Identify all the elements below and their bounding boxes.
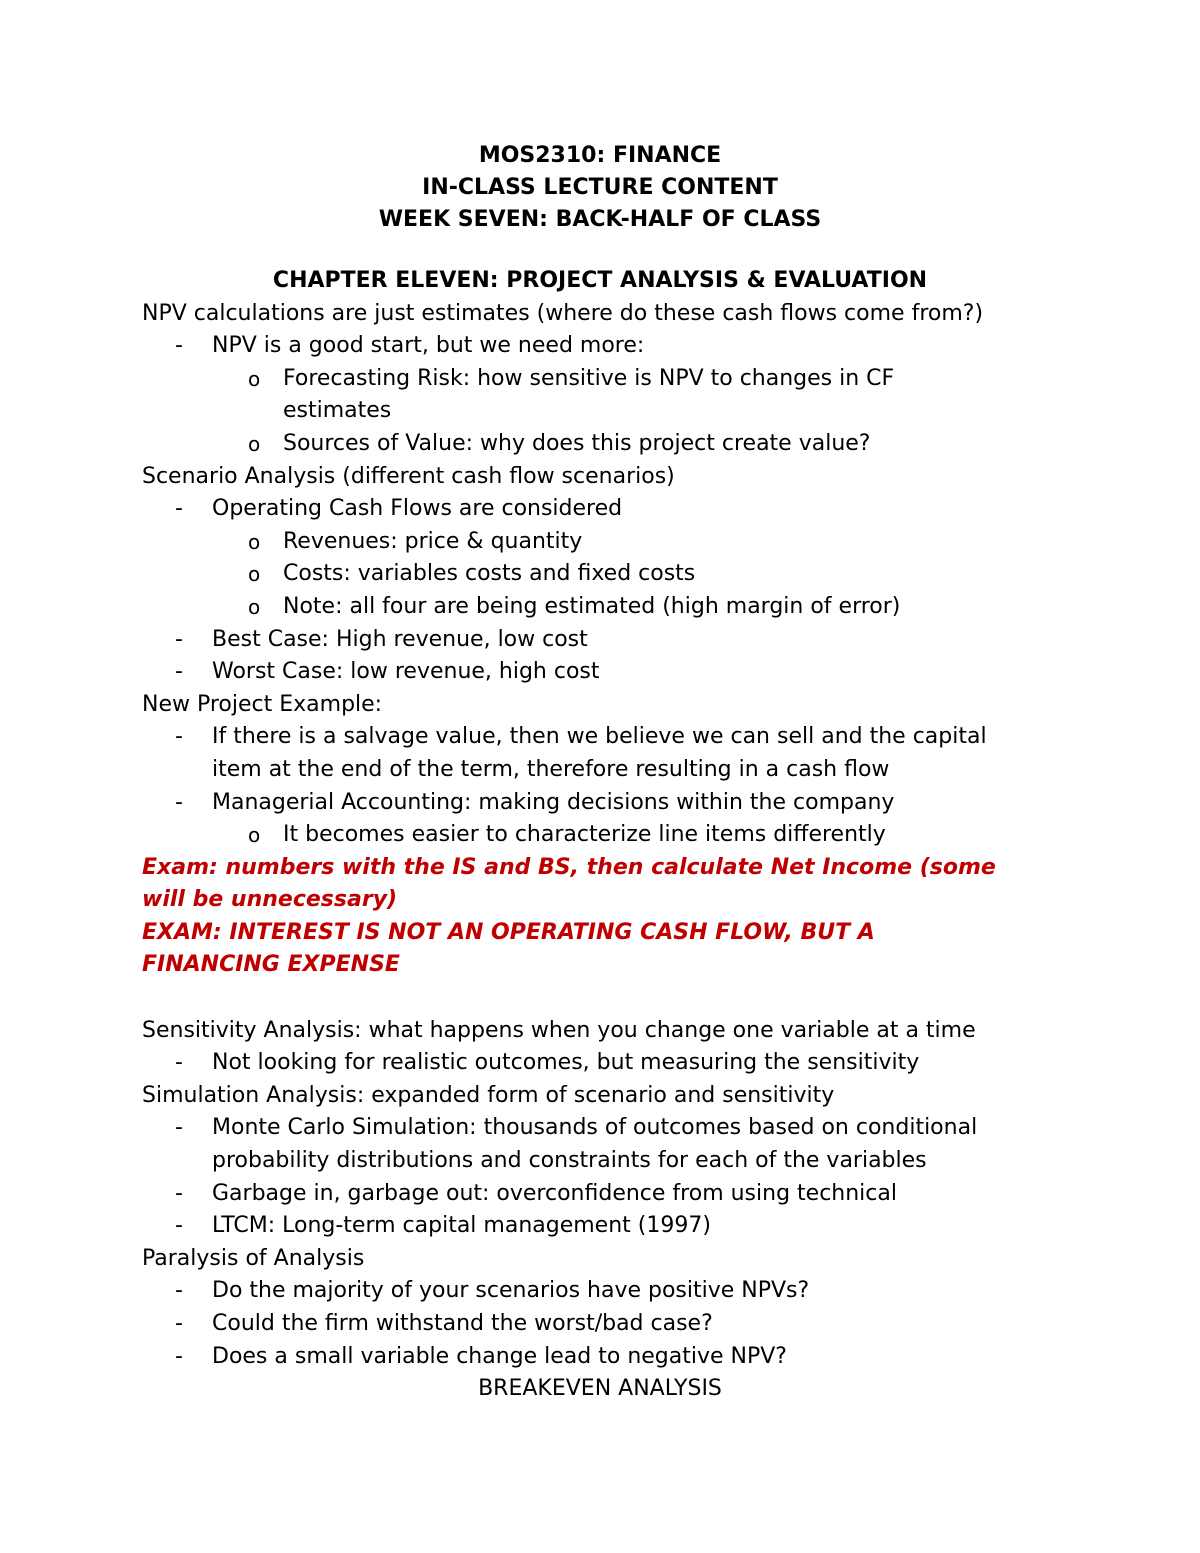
- list-item: - Could the firm withstand the worst/bad case?: [142, 1308, 1092, 1341]
- new-project-heading: New Project Example:: [142, 691, 383, 717]
- list-item: o Sources of Value: why does this project create value?: [142, 428, 1092, 461]
- list-item: - Monte Carlo Simulation: thousands of outcomes based on conditional: [142, 1112, 1092, 1145]
- list-item: - NPV is a good start, but we need more:: [142, 330, 1092, 363]
- dash-bullet: -: [175, 496, 183, 522]
- dash-bullet: -: [175, 1213, 183, 1239]
- dash-bullet: -: [175, 1343, 183, 1369]
- list-item-continuation: estimates: [283, 398, 392, 424]
- breakeven-heading: BREAKEVEN ANALYSIS: [478, 1376, 722, 1402]
- dash-bullet: -: [175, 789, 183, 815]
- dash-bullet: -: [175, 1050, 183, 1076]
- npv-heading: NPV calculations are just estimates (where do these cash flows come from?): [142, 300, 984, 326]
- list-item: - Does a small variable change lead to negative NPV?: [142, 1341, 1092, 1374]
- dash-bullet: -: [175, 626, 183, 652]
- dash-bullet: -: [175, 724, 183, 750]
- circle-bullet: o: [248, 431, 261, 456]
- circle-bullet: o: [248, 562, 261, 587]
- circle-bullet: o: [248, 529, 261, 554]
- dash-bullet: -: [175, 1180, 183, 1206]
- blank-line: [142, 982, 1092, 1015]
- dash-bullet: -: [175, 1311, 183, 1336]
- circle-bullet: o: [248, 594, 261, 619]
- list-item: o Note: all four are being estimated (high margin of error): [142, 591, 1092, 624]
- dash-bullet: -: [175, 1278, 183, 1304]
- list-item: - Not looking for realistic outcomes, but measuring the sensitivity: [142, 1047, 1092, 1080]
- dash-bullet: -: [175, 659, 183, 685]
- list-item: - LTCM: Long-term capital management (1997): [142, 1210, 1092, 1243]
- document-body: [142, 265, 1092, 1406]
- list-item: o It becomes easier to characterize line items differently: [142, 819, 1092, 852]
- chapter-title: CHAPTER ELEVEN: PROJECT ANALYSIS & EVALUATION: [272, 268, 928, 293]
- simulation-heading: Simulation Analysis: expanded form of scenario and sensitivity: [142, 1082, 835, 1108]
- list-item: - Best Case: High revenue, low cost: [142, 624, 1092, 657]
- lecture-type: IN-CLASS LECTURE CONTENT: [422, 175, 778, 200]
- list-item-continuation: item at the end of the term, therefore resulting in a cash flow: [212, 756, 890, 782]
- exam-note-1: Exam: numbers with the IS and BS, then calculate Net Income (some: [142, 854, 996, 880]
- list-item: o Costs: variables costs and fixed costs: [142, 558, 1092, 591]
- sensitivity-heading: Sensitivity Analysis: what happens when you change one variable at a time: [142, 1017, 976, 1043]
- circle-bullet: o: [248, 366, 261, 391]
- document-header: [0, 140, 1200, 236]
- paralysis-heading: Paralysis of Analysis: [142, 1245, 365, 1271]
- dash-bullet: -: [175, 333, 183, 359]
- list-item: - If there is a salvage value, then we believe we can sell and the capital: [142, 721, 1092, 754]
- exam-note-2: EXAM: INTEREST IS NOT AN OPERATING CASH FLOW, BUT A: [142, 919, 875, 945]
- list-item: - Garbage in, garbage out: overconfidence from using technical: [142, 1178, 1092, 1211]
- list-item: - Managerial Accounting: making decisions within the company: [142, 787, 1092, 820]
- dash-bullet: -: [175, 1115, 183, 1141]
- list-item-continuation: probability distributions and constraints for each of the variables: [212, 1148, 927, 1174]
- scenario-heading: Scenario Analysis (different cash flow scenarios): [142, 463, 675, 489]
- list-item: - Do the majority of your scenarios have positive NPVs?: [142, 1275, 1092, 1308]
- list-item: - Operating Cash Flows are considered: [142, 493, 1092, 526]
- circle-bullet: o: [248, 823, 261, 848]
- course-title: MOS2310: FINANCE: [478, 143, 722, 168]
- list-item: o Forecasting Risk: how sensitive is NPV to changes in CF: [142, 363, 1092, 396]
- exam-note-2-continuation: FINANCING EXPENSE: [142, 952, 400, 978]
- week-label: WEEK SEVEN: BACK-HALF OF CLASS: [378, 207, 822, 232]
- list-item: - Worst Case: low revenue, high cost: [142, 656, 1092, 689]
- list-item: o Revenues: price & quantity: [142, 526, 1092, 559]
- exam-note-1-continuation: will be unnecessary): [142, 887, 398, 913]
